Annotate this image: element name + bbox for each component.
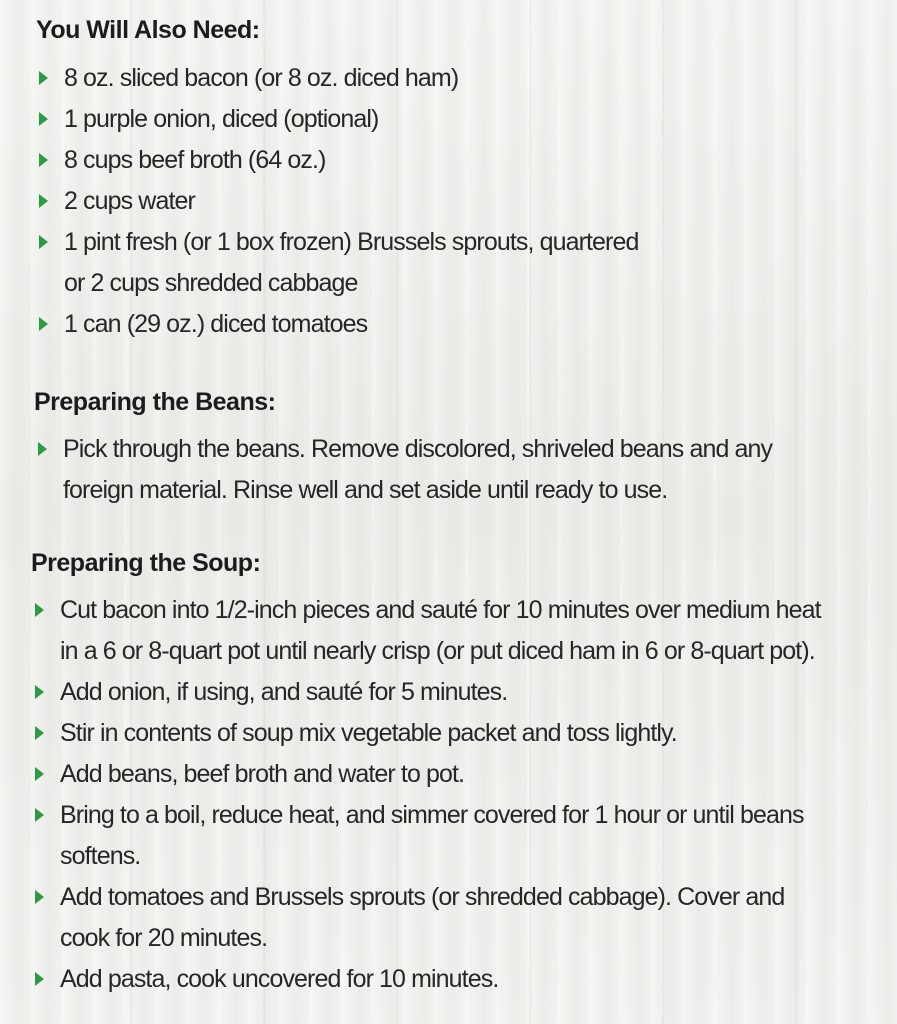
- list-item: [32, 754, 821, 795]
- item-text: 8 cups beef broth (64 oz.): [64, 146, 326, 174]
- item-text-continued: foreign material. Rinse well and set aside until ready to use.: [63, 476, 668, 504]
- list-item: [32, 877, 821, 959]
- soup-steps-list: [32, 590, 821, 1000]
- triangle-bullet-icon: [38, 442, 47, 456]
- item-text: Bring to a boil, reduce heat, and simmer covered for 1 hour or until beans: [60, 801, 804, 829]
- triangle-bullet-icon: [35, 603, 44, 617]
- section-heading-preparing-soup: Preparing the Soup:: [31, 549, 261, 577]
- item-text-continued: in a 6 or 8-quart pot until nearly crisp (or put diced ham in 6 or 8-quart pot).: [60, 637, 815, 665]
- item-text: Add onion, if using, and sauté for 5 minutes.: [60, 678, 508, 706]
- item-text: Add pasta, cook uncovered for 10 minutes.: [60, 965, 499, 993]
- triangle-bullet-icon: [35, 890, 44, 904]
- triangle-bullet-icon: [35, 726, 44, 740]
- list-item: [32, 959, 821, 1000]
- beans-steps-list: [35, 429, 772, 511]
- triangle-bullet-icon: [39, 71, 48, 85]
- list-item: [36, 58, 639, 99]
- item-text: Stir in contents of soup mix vegetable packet and toss lightly.: [60, 719, 677, 747]
- triangle-bullet-icon: [39, 194, 48, 208]
- list-item: [36, 222, 639, 304]
- item-text: 8 oz. sliced bacon (or 8 oz. diced ham): [64, 64, 459, 92]
- section-heading-you-will-also-need: You Will Also Need:: [36, 16, 260, 44]
- item-text-continued: or 2 cups shredded cabbage: [64, 269, 358, 297]
- list-item: [32, 795, 821, 877]
- item-text: 1 pint fresh (or 1 box frozen) Brussels sprouts, quartered: [64, 228, 639, 256]
- list-item: [32, 590, 821, 672]
- list-item: [32, 672, 821, 713]
- triangle-bullet-icon: [39, 317, 48, 331]
- item-text: 1 purple onion, diced (optional): [64, 105, 379, 133]
- list-item: [35, 429, 772, 511]
- triangle-bullet-icon: [39, 235, 48, 249]
- list-item: [36, 99, 639, 140]
- item-text-continued: cook for 20 minutes.: [60, 924, 268, 952]
- triangle-bullet-icon: [35, 808, 44, 822]
- ingredient-list: [36, 58, 639, 345]
- item-text: Cut bacon into 1/2-inch pieces and sauté for 10 minutes over medium heat: [60, 596, 821, 624]
- item-text: 1 can (29 oz.) diced tomatoes: [64, 310, 368, 338]
- triangle-bullet-icon: [35, 972, 44, 986]
- item-text: 2 cups water: [64, 187, 195, 215]
- section-heading-preparing-beans: Preparing the Beans:: [34, 388, 276, 416]
- list-item: [36, 304, 639, 345]
- triangle-bullet-icon: [39, 112, 48, 126]
- item-text: Add beans, beef broth and water to pot.: [60, 760, 465, 788]
- triangle-bullet-icon: [35, 767, 44, 781]
- list-item: [32, 713, 821, 754]
- list-item: [36, 140, 639, 181]
- item-text-continued: softens.: [60, 842, 141, 870]
- triangle-bullet-icon: [35, 685, 44, 699]
- triangle-bullet-icon: [39, 153, 48, 167]
- item-text: Add tomatoes and Brussels sprouts (or shredded cabbage). Cover and: [60, 883, 785, 911]
- list-item: [36, 181, 639, 222]
- item-text: Pick through the beans. Remove discolored, shriveled beans and any: [63, 435, 773, 463]
